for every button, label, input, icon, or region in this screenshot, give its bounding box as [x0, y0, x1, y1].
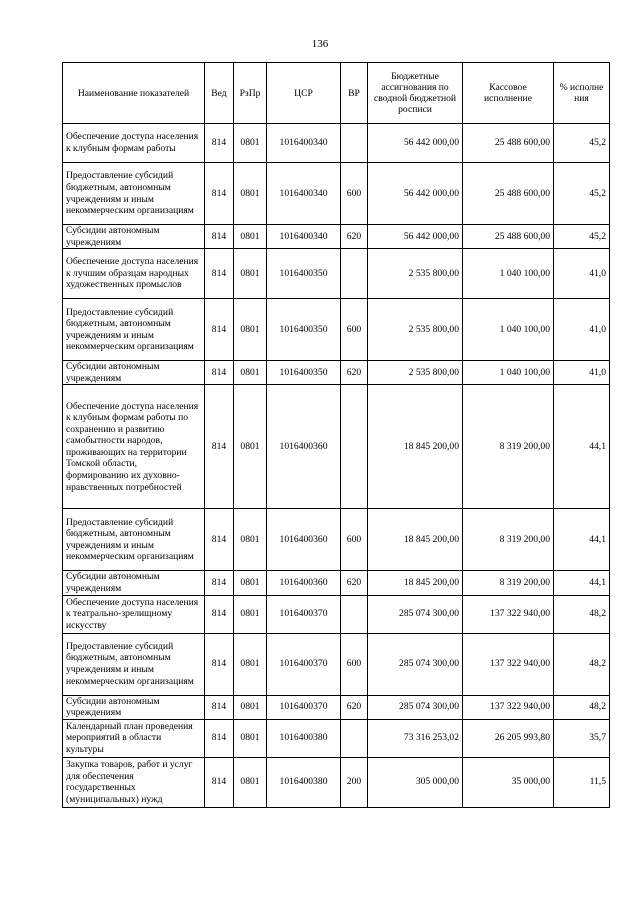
row-budget: 2 535 800,00 [368, 249, 463, 299]
row-name: Предоставление субсидий бюджетным, автономным учреждениям и иным некоммерческим организациям [63, 509, 205, 571]
row-csr: 1016400370 [267, 633, 341, 695]
row-name: Обеспечение доступа населения к лучшим образцам народных художественных промыслов [63, 249, 205, 299]
row-budget: 56 442 000,00 [368, 163, 463, 225]
row-vr [341, 249, 368, 299]
row-ved: 814 [205, 571, 234, 595]
row-rzpr: 0801 [234, 249, 267, 299]
table-row [63, 509, 610, 571]
row-ved: 814 [205, 299, 234, 361]
row-csr: 1016400350 [267, 361, 341, 385]
row-csr: 1016400360 [267, 571, 341, 595]
row-cash: 8 319 200,00 [463, 509, 554, 571]
row-rzpr: 0801 [234, 124, 267, 163]
row-percent: 45,2 [554, 124, 610, 163]
row-name: Субсидии автономным учреждениям [63, 225, 205, 249]
row-percent: 44,1 [554, 385, 610, 509]
header-ved: Вед [205, 63, 234, 124]
row-ved: 814 [205, 225, 234, 249]
row-vr: 600 [341, 299, 368, 361]
row-cash: 1 040 100,00 [463, 299, 554, 361]
row-cash: 8 319 200,00 [463, 571, 554, 595]
row-percent: 48,2 [554, 595, 610, 633]
row-budget: 2 535 800,00 [368, 361, 463, 385]
row-csr: 1016400350 [267, 249, 341, 299]
row-ved: 814 [205, 361, 234, 385]
row-vr [341, 385, 368, 509]
row-name: Предоставление субсидий бюджетным, автономным учреждениям и иным некоммерческим организациям [63, 163, 205, 225]
row-budget: 56 442 000,00 [368, 225, 463, 249]
row-vr: 600 [341, 509, 368, 571]
header-csr: ЦСР [267, 63, 341, 124]
table-row [63, 633, 610, 695]
row-percent: 41,0 [554, 299, 610, 361]
row-percent: 45,2 [554, 163, 610, 225]
row-ved: 814 [205, 695, 234, 719]
row-cash: 35 000,00 [463, 757, 554, 807]
table-row [63, 361, 610, 385]
row-csr: 1016400350 [267, 299, 341, 361]
row-csr: 1016400380 [267, 757, 341, 807]
row-name: Обеспечение доступа населения к театрально-зрелищному искусству [63, 595, 205, 633]
row-csr: 1016400360 [267, 509, 341, 571]
table-row [63, 385, 610, 509]
row-vr: 600 [341, 163, 368, 225]
row-cash: 137 322 940,00 [463, 595, 554, 633]
row-vr: 620 [341, 571, 368, 595]
row-rzpr: 0801 [234, 571, 267, 595]
row-rzpr: 0801 [234, 633, 267, 695]
row-csr: 1016400380 [267, 719, 341, 757]
row-name: Обеспечение доступа населения к клубным формам работы [63, 124, 205, 163]
header-budget: Бюджетные ассигнования по сводной бюджетной росписи [368, 63, 463, 124]
row-rzpr: 0801 [234, 299, 267, 361]
row-budget: 285 074 300,00 [368, 595, 463, 633]
table-row [63, 571, 610, 595]
row-vr: 620 [341, 695, 368, 719]
row-budget: 285 074 300,00 [368, 695, 463, 719]
row-cash: 25 488 600,00 [463, 124, 554, 163]
row-budget: 18 845 200,00 [368, 385, 463, 509]
row-ved: 814 [205, 163, 234, 225]
row-cash: 8 319 200,00 [463, 385, 554, 509]
row-rzpr: 0801 [234, 163, 267, 225]
row-name: Календарный план проведения мероприятий в области культуры [63, 719, 205, 757]
row-vr: 620 [341, 361, 368, 385]
row-csr: 1016400360 [267, 385, 341, 509]
row-ved: 814 [205, 757, 234, 807]
row-cash: 1 040 100,00 [463, 361, 554, 385]
row-name: Обеспечение доступа населения к клубным формам работы по сохранению и развитию самобытности народов, проживающих на территории Томской области, формированию их духовно-нравственных потребностей [63, 385, 205, 509]
table-row [63, 124, 610, 163]
row-ved: 814 [205, 509, 234, 571]
row-vr [341, 595, 368, 633]
row-percent: 11,5 [554, 757, 610, 807]
row-percent: 41,0 [554, 361, 610, 385]
row-budget: 18 845 200,00 [368, 509, 463, 571]
row-vr: 600 [341, 633, 368, 695]
row-percent: 35,7 [554, 719, 610, 757]
row-rzpr: 0801 [234, 595, 267, 633]
row-name: Субсидии автономным учреждениям [63, 571, 205, 595]
table-row [63, 757, 610, 807]
row-vr [341, 124, 368, 163]
row-rzpr: 0801 [234, 361, 267, 385]
row-cash: 1 040 100,00 [463, 249, 554, 299]
row-name: Закупка товаров, работ и услуг для обеспечения государственных (муниципальных) нужд [63, 757, 205, 807]
row-ved: 814 [205, 595, 234, 633]
row-name: Субсидии автономным учреждениям [63, 361, 205, 385]
table-body [63, 124, 610, 808]
row-csr: 1016400340 [267, 124, 341, 163]
row-name: Предоставление субсидий бюджетным, автономным учреждениям и иным некоммерческим организациям [63, 299, 205, 361]
table-row [63, 695, 610, 719]
row-cash: 26 205 993,80 [463, 719, 554, 757]
row-csr: 1016400370 [267, 695, 341, 719]
row-ved: 814 [205, 719, 234, 757]
row-budget: 56 442 000,00 [368, 124, 463, 163]
row-percent: 45,2 [554, 225, 610, 249]
header-rzpr: РзПр [234, 63, 267, 124]
row-vr: 620 [341, 225, 368, 249]
header-cash: Кассовое исполнение [463, 63, 554, 124]
row-rzpr: 0801 [234, 695, 267, 719]
header-vr: ВР [341, 63, 368, 124]
row-csr: 1016400340 [267, 225, 341, 249]
row-budget: 2 535 800,00 [368, 299, 463, 361]
row-rzpr: 0801 [234, 385, 267, 509]
row-ved: 814 [205, 124, 234, 163]
row-cash: 137 322 940,00 [463, 695, 554, 719]
row-vr [341, 719, 368, 757]
budget-execution-table [62, 62, 610, 808]
row-budget: 305 000,00 [368, 757, 463, 807]
row-rzpr: 0801 [234, 225, 267, 249]
row-ved: 814 [205, 385, 234, 509]
table-row [63, 163, 610, 225]
row-rzpr: 0801 [234, 719, 267, 757]
row-percent: 44,1 [554, 571, 610, 595]
row-csr: 1016400370 [267, 595, 341, 633]
page-number: 136 [311, 38, 329, 50]
row-percent: 44,1 [554, 509, 610, 571]
row-ved: 814 [205, 633, 234, 695]
row-percent: 41,0 [554, 249, 610, 299]
row-rzpr: 0801 [234, 757, 267, 807]
row-cash: 25 488 600,00 [463, 163, 554, 225]
row-percent: 48,2 [554, 695, 610, 719]
row-ved: 814 [205, 249, 234, 299]
row-cash: 25 488 600,00 [463, 225, 554, 249]
row-name: Предоставление субсидий бюджетным, автономным учреждениям и иным некоммерческим организациям [63, 633, 205, 695]
row-rzpr: 0801 [234, 509, 267, 571]
table-row [63, 595, 610, 633]
header-percent: % исполне ния [554, 63, 610, 124]
table-row [63, 719, 610, 757]
row-cash: 137 322 940,00 [463, 633, 554, 695]
table-header [63, 63, 610, 124]
table-row [63, 225, 610, 249]
row-csr: 1016400340 [267, 163, 341, 225]
table-row [63, 249, 610, 299]
row-name: Субсидии автономным учреждениям [63, 695, 205, 719]
header-name: Наименование показателей [63, 63, 205, 124]
row-budget: 73 316 253,02 [368, 719, 463, 757]
table-row [63, 299, 610, 361]
row-budget: 18 845 200,00 [368, 571, 463, 595]
row-vr: 200 [341, 757, 368, 807]
row-percent: 48,2 [554, 633, 610, 695]
row-budget: 285 074 300,00 [368, 633, 463, 695]
